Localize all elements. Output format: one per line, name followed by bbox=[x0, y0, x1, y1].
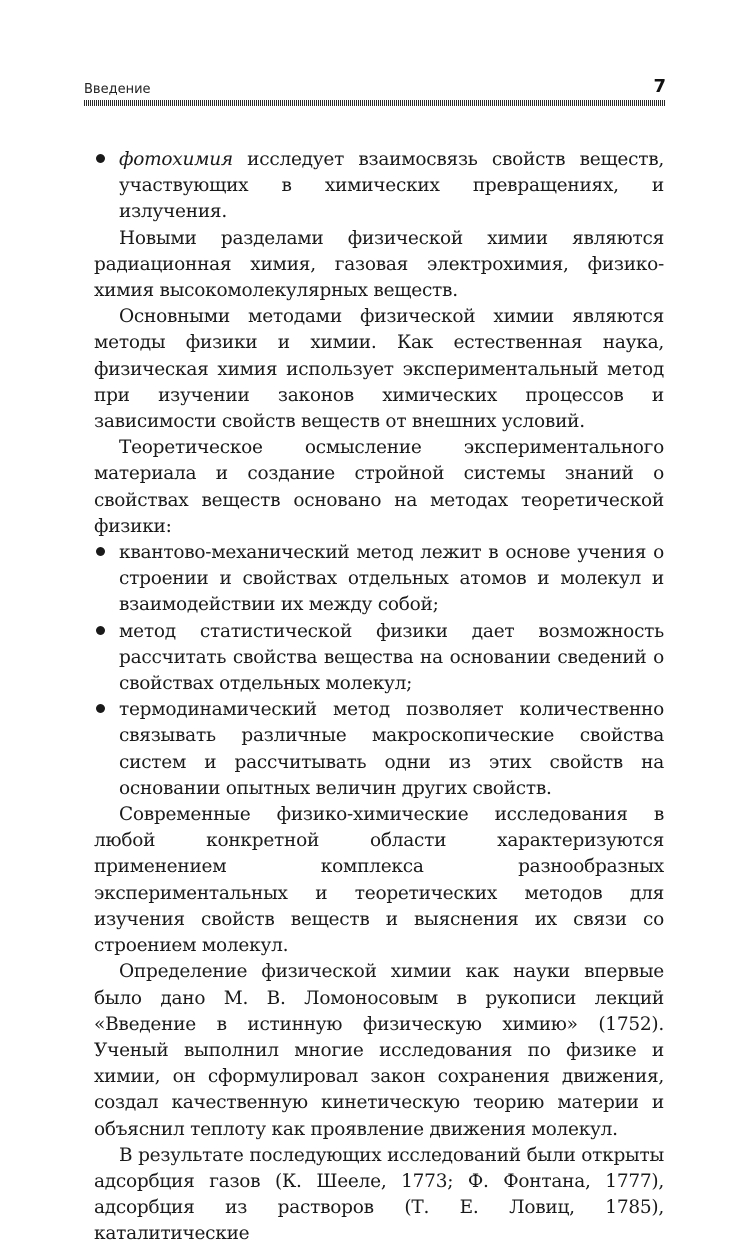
body-text bbox=[94, 147, 664, 1248]
bullet-photochemistry-text: исследует взаимосвязь свойств веществ, участвующих в химических превращениях, и излучения. bbox=[119, 149, 664, 223]
paragraph-main-methods: Основными методами физической химии являются методы физики и химии. Как естественная наука, физическая химия использует экспериментальный метод при изучении законов химических процессов и зависимости свойств веществ от внешних условий. bbox=[94, 306, 664, 433]
bullet-dot bbox=[96, 547, 105, 556]
bullet-quantum-method bbox=[94, 540, 664, 619]
bullet-text: квантово-механический метод лежит в основе учения о строении и свойствах отдельных атомов и молекул и взаимодействии их между собой; bbox=[119, 542, 664, 616]
paragraph-new-branches: Новыми разделами физической химии являются радиационная химия, газовая электрохимия, физико-химия высокомолекулярных веществ. bbox=[94, 227, 664, 302]
bullet-text: метод статистической физики дает возможность рассчитать свойства вещества на основании сведений о свойствах отдельных молекул; bbox=[119, 620, 664, 695]
paragraph-theoretical-basis: Теоретическое осмысление экспериментального материала и создание стройной системы знаний о свойствах веществ основано на методах теоретической физики: bbox=[94, 437, 664, 537]
bullet-dot bbox=[96, 154, 105, 163]
header-rule bbox=[84, 100, 666, 106]
running-header bbox=[84, 76, 666, 102]
bullet-dot bbox=[96, 626, 105, 635]
bullet-text: термодинамический метод позволяет количественно связывать различные макроскопические свойства систем и рассчитывать одни из этих свойств на основании опытных величин других свойств. bbox=[119, 699, 664, 799]
bullet-photochemistry bbox=[94, 147, 664, 226]
section-title: Введение bbox=[84, 82, 151, 97]
bullet-statistical-method bbox=[94, 619, 664, 698]
page-number: 7 bbox=[653, 76, 666, 97]
term-photochemistry: фотохимия bbox=[119, 149, 233, 170]
bullet-dot bbox=[96, 704, 105, 713]
paragraph-modern-research: Современные физико-химические исследования в любой конкретной области характеризуются применением комплекса разнообразных экспериментальных и теоретических методов для изучения свойств веществ и выяснения их связи со строением молекул. bbox=[94, 804, 664, 957]
paragraph-discoveries: В результате последующих исследований были открыты адсорбция газов (К. Шееле, 1773; Ф. Фонтана, 1777), адсорбция из растворов (Т. Е. Ловиц, 1785), каталитические bbox=[94, 1144, 664, 1245]
bullet-thermodynamic-method bbox=[94, 697, 664, 802]
paragraph-lomonosov: Определение физической химии как науки впервые было дано М. В. Ломоносовым в рукописи лекций «Введение в истинную физическую химию» (1752). Ученый выполнил многие исследования по физике и химии, он сформулировал закон сохранения движения, создал качественную кинетическую теорию материи и объяснил теплоту как проявление движения молекул. bbox=[94, 961, 664, 1140]
bullet-text bbox=[119, 147, 664, 226]
